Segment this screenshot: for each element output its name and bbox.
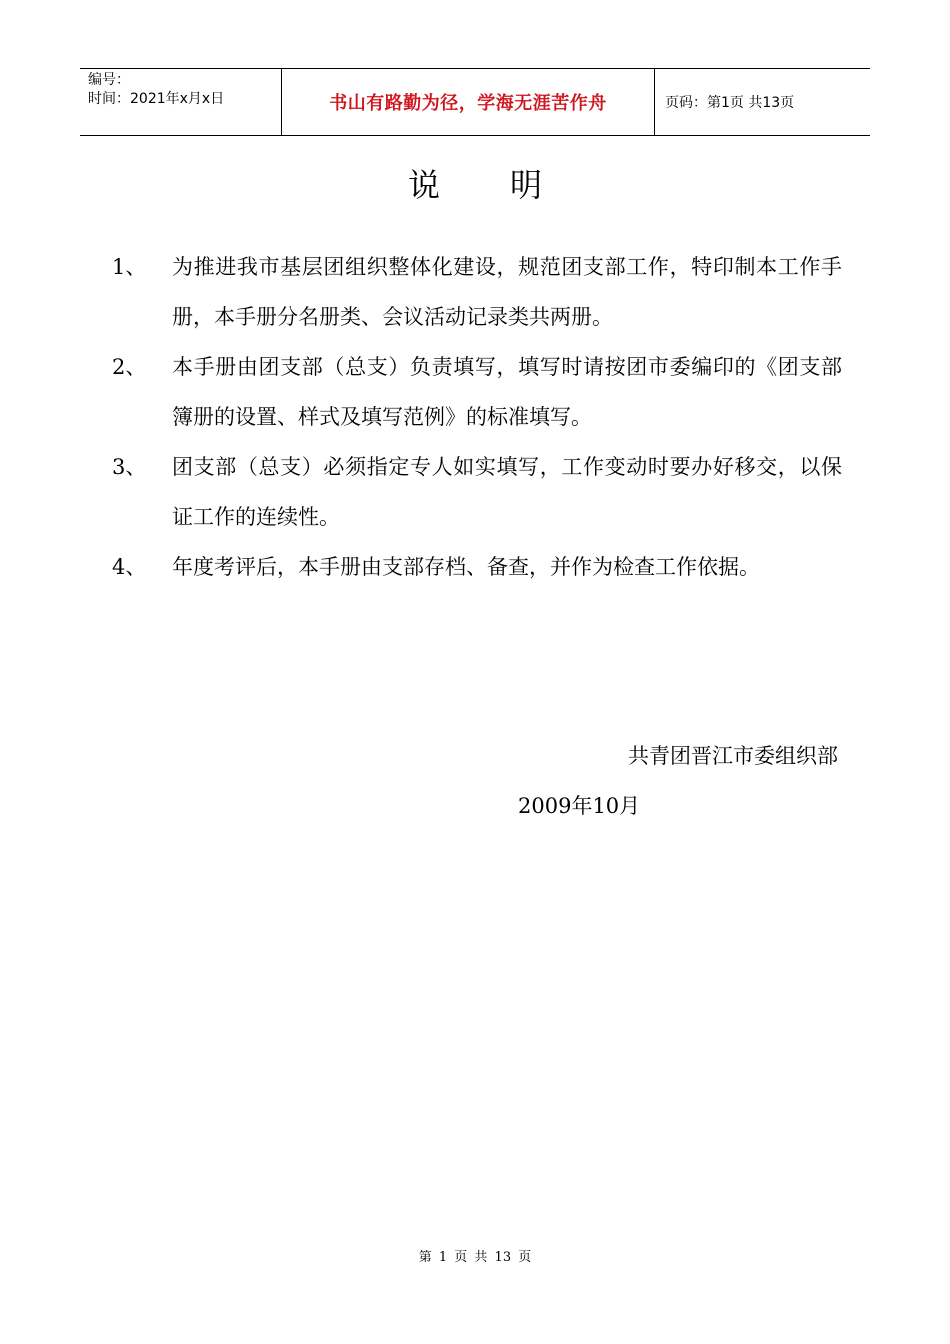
page-title: 说明 xyxy=(407,166,612,204)
instruction-list xyxy=(112,242,842,592)
list-item xyxy=(112,542,842,592)
page-footer: 第 1 页 共 13 页 xyxy=(418,1250,532,1265)
list-item xyxy=(112,342,842,442)
signature: 共青团晋江市委组织部 xyxy=(628,744,838,768)
list-item xyxy=(112,242,842,342)
item-number: 1、 xyxy=(112,255,147,279)
time-label: 时间：2021年x月x日 xyxy=(88,91,225,107)
header-meta xyxy=(80,69,282,135)
item-number: 4、 xyxy=(112,555,147,579)
item-text: 团支部（总支）必须指定专人如实填写，工作变动时要办好移交，以保证工作的连续性。 xyxy=(172,455,842,529)
number-label: 编号： xyxy=(88,72,130,88)
item-number: 2、 xyxy=(112,355,147,379)
header-motto: 书山有路勤为径，学海无涯苦作舟 xyxy=(282,69,655,135)
item-text: 年度考评后，本手册由支部存档、备查，并作为检查工作依据。 xyxy=(172,555,760,579)
header-page-info: 页码：第1页 共13页 xyxy=(665,95,795,111)
item-number: 3、 xyxy=(112,455,147,479)
list-item xyxy=(112,442,842,542)
item-text: 本手册由团支部（总支）负责填写，填写时请按团市委编印的《团支部簿册的设置、样式及填写范例》的标准填写。 xyxy=(172,355,842,429)
signature-date: 2009年10月 xyxy=(518,794,641,818)
header-table xyxy=(80,68,870,136)
item-text: 为推进我市基层团组织整体化建设，规范团支部工作，特印制本工作手册，本手册分名册类、会议活动记录类共两册。 xyxy=(172,255,842,329)
